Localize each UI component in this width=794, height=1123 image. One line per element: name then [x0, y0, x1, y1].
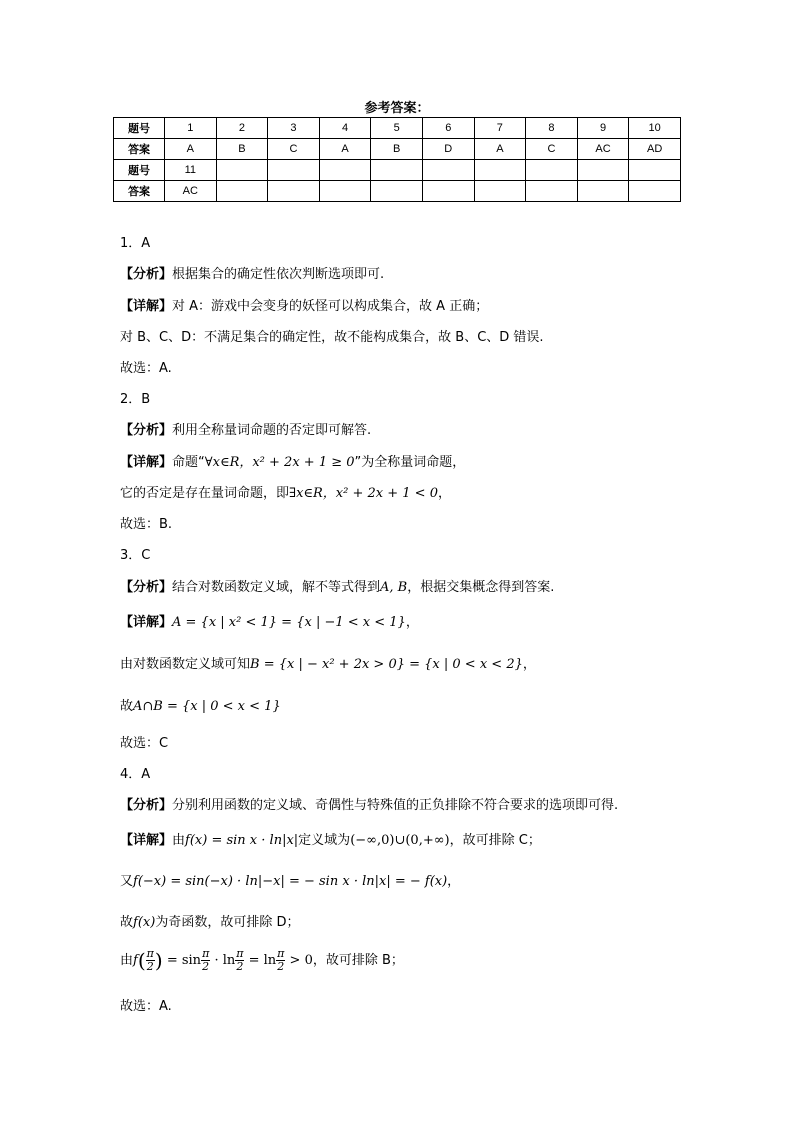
table-cell: [371, 160, 423, 181]
detail-text: ，故可排除 B；: [312, 953, 404, 968]
analysis-tag: 【分析】: [120, 267, 173, 282]
math-expression: f(−x) = sin(−x) · ln|−x| = − sin x · ln|x| = − f(x): [133, 874, 448, 889]
detail-tag: 【详解】: [120, 299, 173, 314]
q4-detail-2: [120, 870, 460, 889]
q4-detail-3: [120, 911, 299, 930]
math-expression: (−∞,0)∪(0,+∞): [350, 833, 450, 848]
table-cell: D: [422, 139, 474, 160]
table-cell: C: [268, 139, 320, 160]
table-cell: [526, 160, 578, 181]
table-cell: [629, 160, 681, 181]
analysis-tag: 【分析】: [120, 423, 173, 438]
fraction: [146, 948, 155, 973]
table-cell: [268, 160, 320, 181]
detail-tag: 【详解】: [120, 615, 173, 630]
table-row: [114, 139, 681, 160]
fraction-denominator: 2: [236, 960, 244, 973]
table-cell: 3: [268, 118, 320, 139]
table-cell: A: [165, 139, 217, 160]
fraction: [235, 948, 244, 973]
detail-text: 命题“: [172, 455, 205, 470]
detail-text: 对 A：游戏中会变身的妖怪可以构成集合，故 A 正确；: [172, 299, 489, 314]
math-expression: = ln: [248, 953, 277, 968]
math-expression: B = {x | − x² + 2x > 0} = {x | 0 < x < 2}: [250, 657, 523, 672]
row-header: 题号: [114, 118, 165, 139]
q2-analysis: [120, 419, 371, 438]
fraction-numerator: π: [146, 947, 154, 960]
table-cell: AC: [577, 139, 629, 160]
q4-choice: 故选：A.: [120, 999, 172, 1014]
table-cell: 11: [165, 160, 217, 181]
math-expression: A = {x | x² < 1} = {x | −1 < x < 1}: [172, 615, 406, 630]
detail-tag: 【详解】: [120, 455, 173, 470]
q4-analysis: [120, 794, 618, 813]
q1-detail-2: 对 B、C、D：不满足集合的确定性，故不能构成集合，故 B、C、D 错误.: [120, 330, 544, 345]
table-cell: [422, 181, 474, 202]
q3-detail-1: [120, 611, 419, 630]
detail-text: 故: [120, 915, 134, 930]
paren-close: ): [154, 948, 163, 973]
detail-text: 由: [120, 953, 134, 968]
q3-detail-2: [120, 653, 536, 672]
fraction-numerator: π: [277, 947, 285, 960]
table-cell: AD: [629, 139, 681, 160]
q3-analysis: [120, 576, 554, 595]
table-cell: 4: [319, 118, 371, 139]
math-expression: f(x): [133, 915, 156, 930]
table-cell: 10: [629, 118, 681, 139]
fraction-denominator: 2: [202, 960, 210, 973]
table-cell: A: [474, 139, 526, 160]
detail-text: ”为全称量词命题，: [354, 455, 466, 470]
table-cell: 2: [216, 118, 268, 139]
table-row: [114, 118, 681, 139]
q1-number: 1．A: [120, 236, 151, 251]
row-header: 题号: [114, 160, 165, 181]
answer-table: [113, 117, 681, 202]
table-cell: [371, 181, 423, 202]
q3-choice: 故选：C: [120, 736, 169, 751]
table-cell: [577, 160, 629, 181]
detail-text: ，: [447, 874, 461, 889]
math-expression: f(x) = sin x · ln|x|: [185, 833, 299, 848]
table-cell: [319, 160, 371, 181]
fraction-denominator: 2: [146, 960, 154, 973]
analysis-text: 分别利用函数的定义域、奇偶性与特殊值的正负排除不符合要求的选项即可得.: [172, 798, 619, 813]
q3-number: 3．C: [120, 548, 151, 563]
fraction: [276, 948, 285, 973]
detail-text: 定义域为: [298, 833, 351, 848]
table-cell: 1: [165, 118, 217, 139]
analysis-text: 结合对数函数定义域，解不等式得到: [172, 580, 381, 595]
math-expression: A, B: [380, 580, 408, 595]
fraction-numerator: π: [202, 947, 210, 960]
q2-choice: 故选：B.: [120, 517, 173, 532]
row-header: 答案: [114, 181, 165, 202]
table-cell: [629, 181, 681, 202]
table-cell: 9: [577, 118, 629, 139]
answer-key-title: 参考答案：: [364, 101, 430, 116]
detail-text: 为奇函数，故可排除 D；: [155, 915, 300, 930]
table-cell: B: [216, 139, 268, 160]
q1-analysis: [120, 263, 384, 282]
table-cell: [268, 181, 320, 202]
table-row: [114, 181, 681, 202]
detail-tag: 【详解】: [120, 833, 173, 848]
table-cell: B: [371, 139, 423, 160]
fraction-numerator: π: [236, 947, 244, 960]
analysis-text: 利用全称量词命题的否定即可解答.: [172, 423, 372, 438]
table-cell: C: [526, 139, 578, 160]
q2-detail-2: [120, 482, 451, 501]
math-expression: ∃x∈R，x² + 2x + 1 < 0: [289, 486, 438, 501]
q3-detail-3: [120, 695, 281, 714]
table-cell: 6: [422, 118, 474, 139]
table-cell: AC: [165, 181, 217, 202]
math-function: f: [133, 953, 138, 968]
math-expression: = sin: [166, 953, 202, 968]
detail-text: 由: [172, 833, 186, 848]
math-expression: > 0: [289, 953, 313, 968]
analysis-tag: 【分析】: [120, 580, 173, 595]
detail-text: 故: [120, 699, 134, 714]
table-cell: A: [319, 139, 371, 160]
q2-number: 2．B: [120, 392, 151, 407]
detail-text: ，: [437, 486, 451, 501]
paren-open: (: [137, 948, 146, 973]
q4-number: 4．A: [120, 767, 151, 782]
q1-choice: 故选：A.: [120, 361, 172, 376]
detail-text: 又: [120, 874, 134, 889]
table-cell: [474, 160, 526, 181]
table-cell: [422, 160, 474, 181]
table-row: [114, 160, 681, 181]
table-cell: [216, 181, 268, 202]
table-cell: 8: [526, 118, 578, 139]
detail-text: ，: [522, 657, 536, 672]
math-expression: ∀x∈R，x² + 2x + 1 ≥ 0: [204, 455, 355, 470]
q4-detail-4: [120, 948, 404, 973]
table-cell: 7: [474, 118, 526, 139]
table-cell: [526, 181, 578, 202]
detail-text: ，: [405, 615, 419, 630]
analysis-text: 根据集合的确定性依次判断选项即可.: [172, 267, 385, 282]
fraction-denominator: 2: [277, 960, 285, 973]
table-cell: [216, 160, 268, 181]
q2-detail-1: [120, 451, 465, 470]
table-cell: [319, 181, 371, 202]
fraction: [201, 948, 210, 973]
detail-text: 由对数函数定义域可知: [120, 657, 251, 672]
detail-text: ，故可排除 C；: [449, 833, 541, 848]
q4-detail-1: [120, 829, 541, 848]
table-cell: 5: [371, 118, 423, 139]
analysis-text: ，根据交集概念得到答案.: [407, 580, 555, 595]
math-expression: A∩B = {x | 0 < x < 1}: [133, 699, 281, 714]
detail-text: 它的否定是存在量词命题，即: [120, 486, 290, 501]
q1-detail-1: [120, 295, 488, 314]
table-cell: [577, 181, 629, 202]
row-header: 答案: [114, 139, 165, 160]
analysis-tag: 【分析】: [120, 798, 173, 813]
table-cell: [474, 181, 526, 202]
math-expression: · ln: [214, 953, 236, 968]
